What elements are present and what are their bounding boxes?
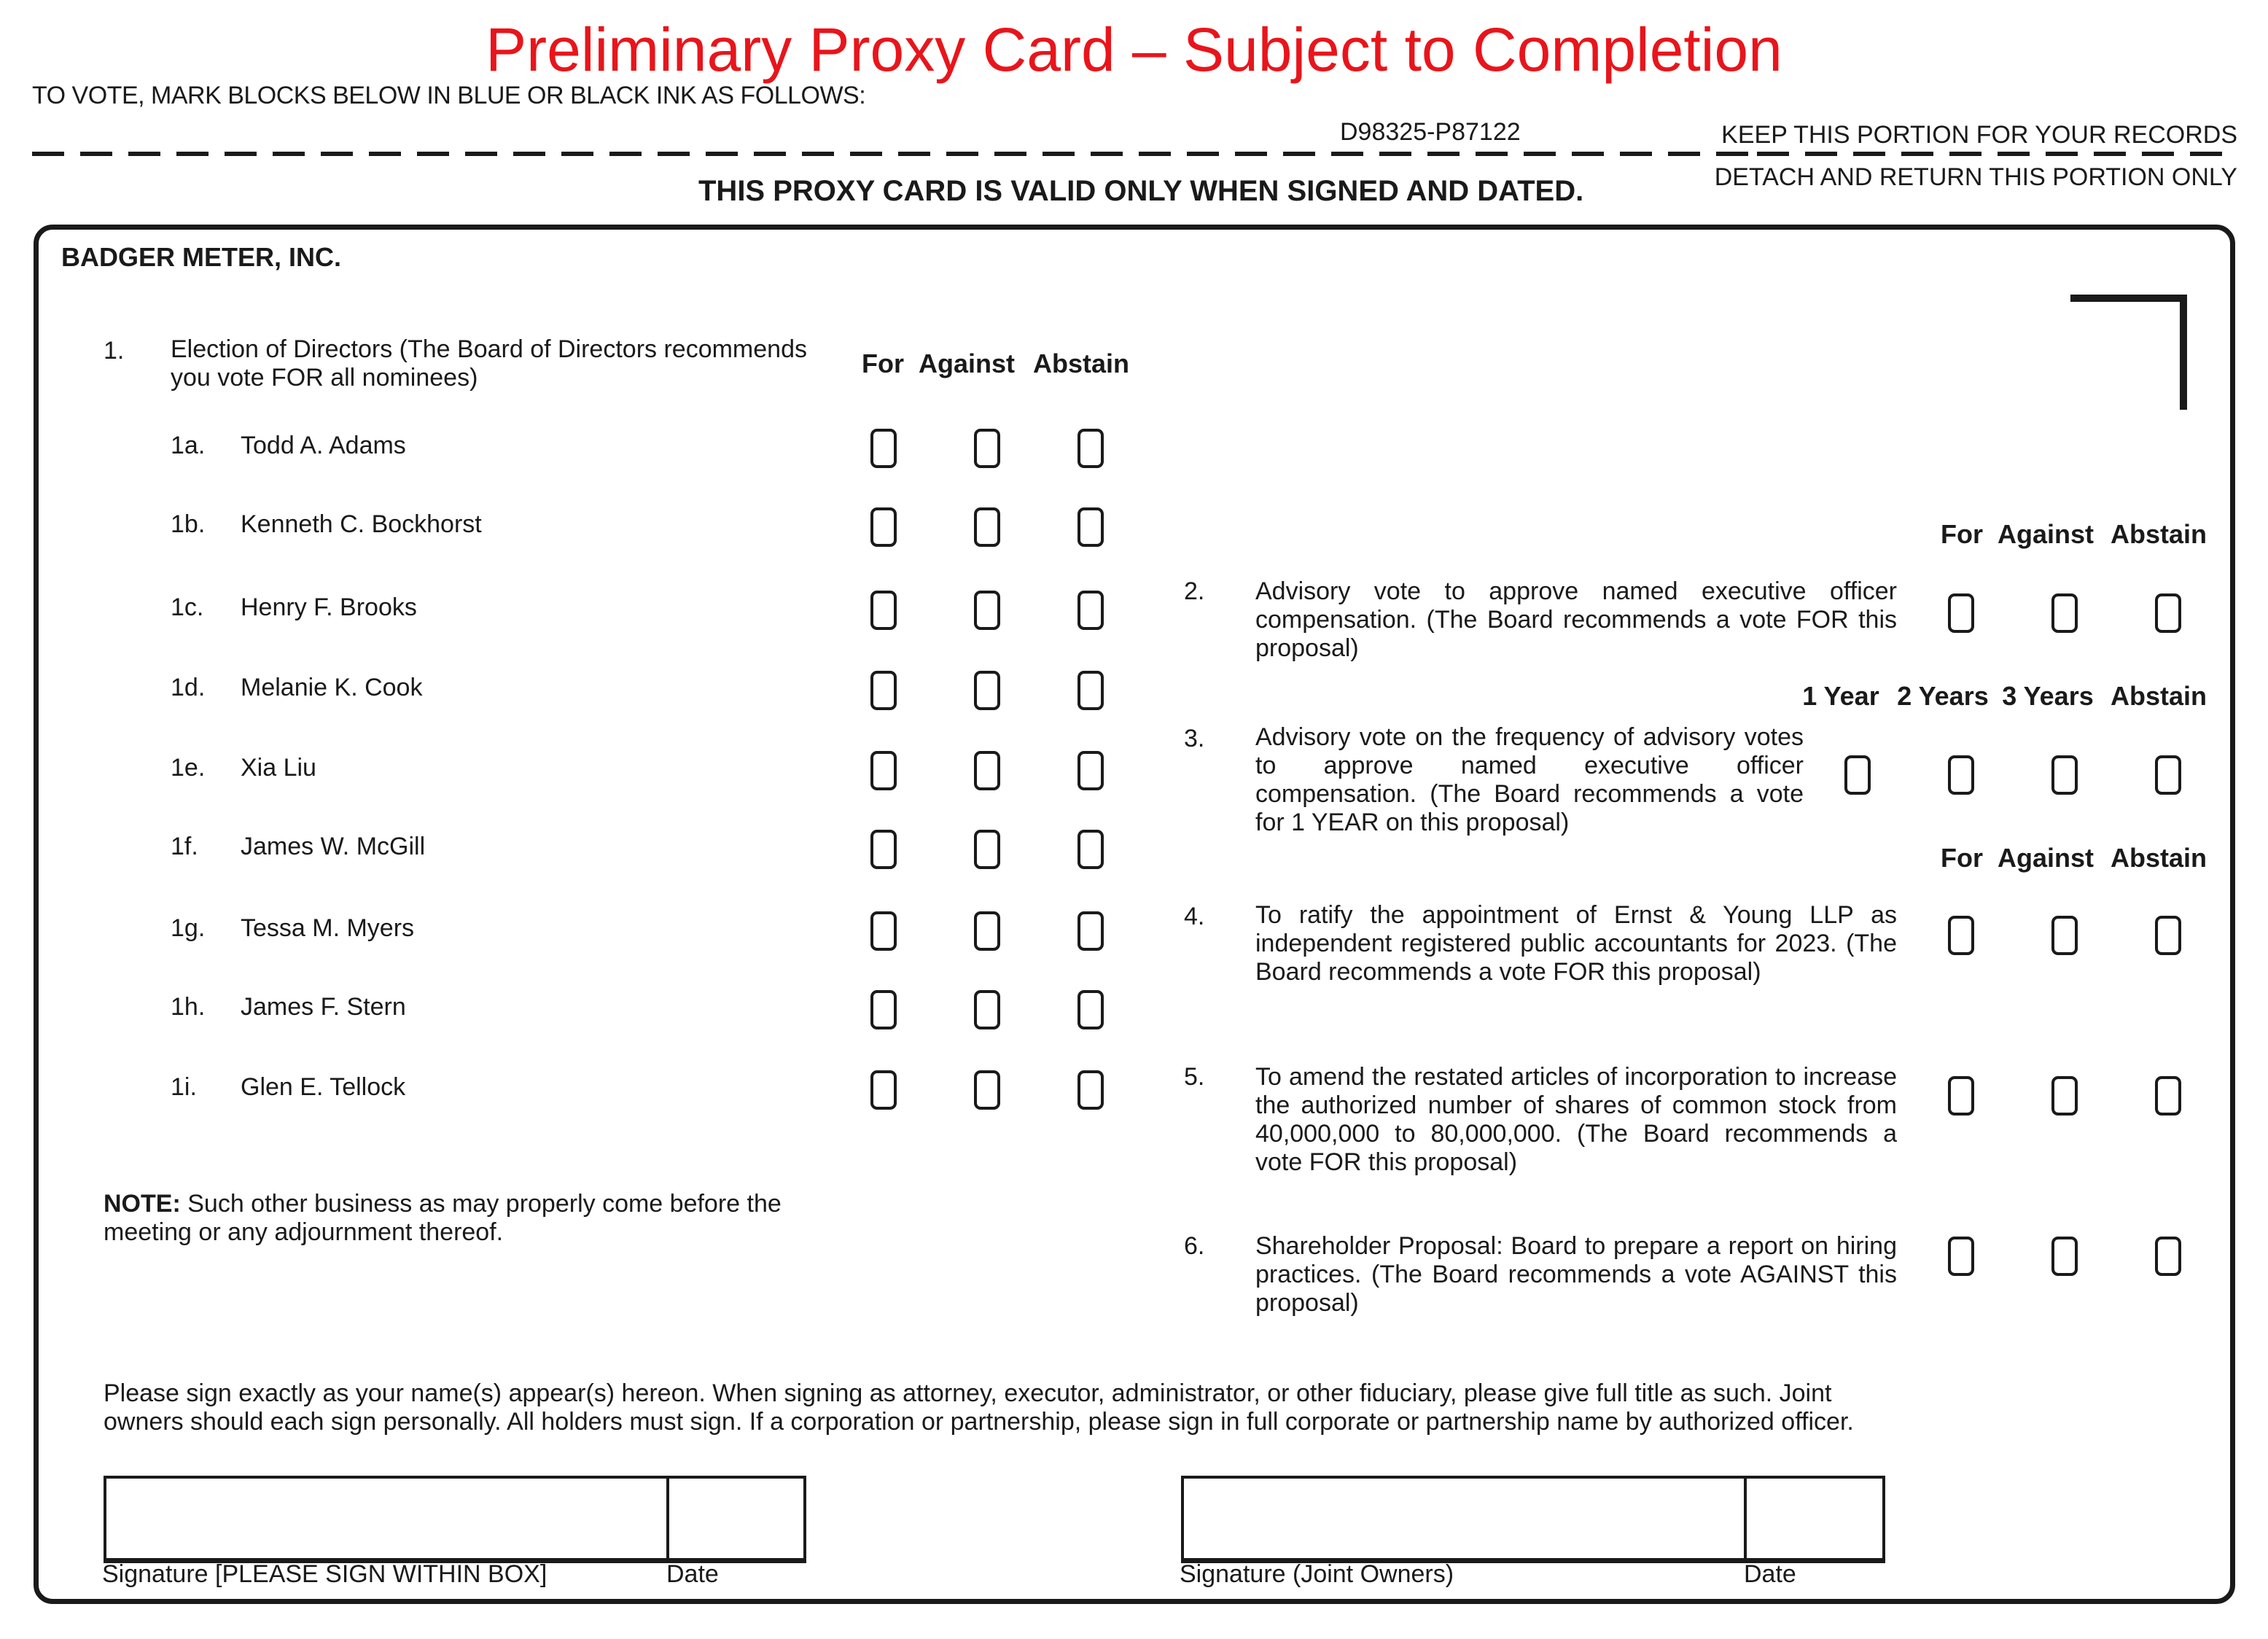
p3-header-1-year: 1 Year — [1802, 681, 1879, 711]
p3-header-2-years: 2 Years — [1897, 681, 1989, 711]
p4-header-against: Against — [1997, 843, 2094, 873]
p1-header-abstain: Abstain — [1032, 349, 1129, 378]
p6-for-checkbox[interactable] — [1948, 1237, 1974, 1276]
proposal-6-number: 6. — [1184, 1232, 1205, 1260]
proposal-1-text: Election of Directors (The Board of Directors recommends you vote FOR all nominees) — [171, 335, 807, 392]
nominee-xia-liu-against-checkbox[interactable] — [974, 751, 1000, 790]
proposal-4-text: To ratify the appointment of Ernst & Young LLP as independent registered public accountants for 2023. (The Board recommends a vote FOR this proposal) — [1255, 901, 1897, 986]
nominee-name-xia-liu: Xia Liu — [241, 754, 316, 782]
detach-line — [32, 152, 1753, 156]
validity-notice: THIS PROXY CARD IS VALID ONLY WHEN SIGNED AND DATED. — [698, 175, 1584, 207]
joint-date-divider — [1744, 1476, 1747, 1560]
joint-signature-box[interactable] — [1181, 1476, 1885, 1563]
nominee-glen-e-tellock-abstain-checkbox[interactable] — [1078, 1070, 1104, 1110]
nominee-name-henry-f-brooks: Henry F. Brooks — [241, 593, 417, 621]
nominee-xia-liu-for-checkbox[interactable] — [870, 751, 897, 790]
p5-against-checkbox[interactable] — [2051, 1076, 2078, 1116]
proposal-3-text: Advisory vote on the frequency of advisory votes to approve named executive officer compensation. (The Board recommends a vote for 1 YEAR on this proposal) — [1255, 723, 1804, 836]
nominee-glen-e-tellock-against-checkbox[interactable] — [974, 1070, 1000, 1110]
nominee-id: 1g. — [171, 914, 206, 942]
p4-for-checkbox[interactable] — [1948, 916, 1974, 955]
signature-label: Signature [PLEASE SIGN WITHIN BOX] — [102, 1560, 547, 1588]
p4-abstain-checkbox[interactable] — [2155, 916, 2181, 955]
detach-portion-label: DETACH AND RETURN THIS PORTION ONLY — [1714, 163, 2237, 191]
joint-signature-label: Signature (Joint Owners) — [1180, 1560, 1454, 1588]
signing-instructions: Please sign exactly as your name(s) appear(s) hereon. When signing as attorney, executor, administrator, or other fiduciary, please give full title as such. Joint owners should each sign personally. All holders must sign. If a corporation or partnership, please sign in full corporate or partnership name by authorized officer. — [104, 1379, 1854, 1436]
note-text: Such other business as may properly come before the meeting or any adjournment thereof. — [104, 1190, 782, 1246]
nominee-name-james-f-stern: James F. Stern — [241, 993, 406, 1021]
p1-header-against: Against — [918, 349, 1015, 378]
control-number: D98325-P87122 — [1340, 118, 1521, 146]
nominee-id: 1a. — [171, 432, 206, 459]
joint-date-label: Date — [1744, 1560, 1796, 1588]
nominee-james-w-mcgill-against-checkbox[interactable] — [974, 830, 1000, 869]
keep-portion-label: KEEP THIS PORTION FOR YOUR RECORDS — [1721, 121, 2237, 149]
p2-header-against: Against — [1997, 519, 2094, 549]
nominee-henry-f-brooks-abstain-checkbox[interactable] — [1078, 591, 1104, 630]
proposal-6-text: Shareholder Proposal: Board to prepare a report on hiring practices. (The Board recommends a vote AGAINST this proposal) — [1255, 1232, 1897, 1317]
p4-header-abstain: Abstain — [2110, 843, 2207, 873]
p3-1-year-checkbox[interactable] — [1844, 755, 1871, 795]
p3-2-years-checkbox[interactable] — [1948, 755, 1974, 795]
p2-against-checkbox[interactable] — [2051, 593, 2078, 633]
nominee-melanie-k-cook-abstain-checkbox[interactable] — [1078, 671, 1104, 710]
nominee-id: 1i. — [171, 1073, 197, 1101]
nominee-id: 1d. — [171, 674, 206, 701]
date-label: Date — [666, 1560, 719, 1588]
company-name: BADGER METER, INC. — [61, 242, 342, 272]
nominee-melanie-k-cook-for-checkbox[interactable] — [870, 671, 897, 710]
p2-abstain-checkbox[interactable] — [2155, 593, 2181, 633]
nominee-name-james-w-mcgill: James W. McGill — [241, 833, 426, 860]
registration-mark — [2070, 295, 2187, 302]
nominee-henry-f-brooks-for-checkbox[interactable] — [870, 591, 897, 630]
nominee-henry-f-brooks-against-checkbox[interactable] — [974, 591, 1000, 630]
registration-mark-vertical — [2180, 295, 2187, 410]
p2-header-for: For — [1941, 519, 1983, 549]
proposal-1-number: 1. — [104, 337, 125, 365]
p3-3-years-checkbox[interactable] — [2051, 755, 2078, 795]
nominee-james-f-stern-abstain-checkbox[interactable] — [1078, 990, 1104, 1029]
nominee-tessa-m-myers-against-checkbox[interactable] — [974, 911, 1000, 951]
p5-abstain-checkbox[interactable] — [2155, 1076, 2181, 1116]
proposal-2-number: 2. — [1184, 577, 1205, 605]
nominee-name-melanie-k-cook: Melanie K. Cook — [241, 674, 423, 701]
note-label: NOTE: — [104, 1190, 181, 1218]
nominee-name-tessa-m-myers: Tessa M. Myers — [241, 914, 415, 942]
nominee-todd-a-adams-against-checkbox[interactable] — [974, 429, 1000, 468]
nominee-xia-liu-abstain-checkbox[interactable] — [1078, 751, 1104, 790]
nominee-james-f-stern-for-checkbox[interactable] — [870, 990, 897, 1029]
p4-header-for: For — [1941, 843, 1983, 873]
p3-header-3-years: 3 Years — [2002, 681, 2094, 711]
nominee-todd-a-adams-for-checkbox[interactable] — [870, 429, 897, 468]
proposal-5-text: To amend the restated articles of incorporation to increase the authorized number of shares of common stock from 40,000,000 to 80,000,000. (The Board recommends a vote FOR this proposal) — [1255, 1063, 1897, 1176]
p3-header-abstain: Abstain — [2110, 681, 2207, 711]
p1-header-for: For — [862, 349, 904, 378]
nominee-name-kenneth-c-bockhorst: Kenneth C. Bockhorst — [241, 510, 482, 538]
proposal-3-number: 3. — [1184, 725, 1205, 752]
nominee-id: 1e. — [171, 754, 206, 782]
nominee-id: 1f. — [171, 833, 198, 860]
nominee-glen-e-tellock-for-checkbox[interactable] — [870, 1070, 897, 1110]
nominee-melanie-k-cook-against-checkbox[interactable] — [974, 671, 1000, 710]
nominee-name-todd-a-adams: Todd A. Adams — [241, 432, 406, 459]
note — [104, 1190, 818, 1247]
signature-box[interactable] — [104, 1476, 806, 1563]
nominee-james-w-mcgill-abstain-checkbox[interactable] — [1078, 830, 1104, 869]
nominee-name-glen-e-tellock: Glen E. Tellock — [241, 1073, 406, 1101]
preliminary-banner: Preliminary Proxy Card – Subject to Completion — [486, 15, 1782, 84]
nominee-kenneth-c-bockhorst-abstain-checkbox[interactable] — [1078, 507, 1104, 547]
p2-header-abstain: Abstain — [2110, 519, 2207, 549]
p6-against-checkbox[interactable] — [2051, 1237, 2078, 1276]
nominee-james-w-mcgill-for-checkbox[interactable] — [870, 830, 897, 869]
nominee-todd-a-adams-abstain-checkbox[interactable] — [1078, 429, 1104, 468]
nominee-james-f-stern-against-checkbox[interactable] — [974, 990, 1000, 1029]
p3-abstain-checkbox[interactable] — [2155, 755, 2181, 795]
nominee-tessa-m-myers-for-checkbox[interactable] — [870, 911, 897, 951]
nominee-kenneth-c-bockhorst-for-checkbox[interactable] — [870, 507, 897, 547]
p6-abstain-checkbox[interactable] — [2155, 1237, 2181, 1276]
nominee-kenneth-c-bockhorst-against-checkbox[interactable] — [974, 507, 1000, 547]
detach-line-right — [1757, 152, 2238, 156]
proposal-2-text: Advisory vote to approve named executive officer compensation. (The Board recommends a vote FOR this proposal) — [1255, 577, 1897, 662]
voting-instructions: TO VOTE, MARK BLOCKS BELOW IN BLUE OR BLACK INK AS FOLLOWS: — [32, 82, 866, 109]
p4-against-checkbox[interactable] — [2051, 916, 2078, 955]
signature-date-divider — [666, 1476, 669, 1560]
p5-for-checkbox[interactable] — [1948, 1076, 1974, 1116]
nominee-id: 1c. — [171, 593, 204, 621]
nominee-id: 1b. — [171, 510, 206, 538]
proposal-4-number: 4. — [1184, 903, 1205, 930]
nominee-tessa-m-myers-abstain-checkbox[interactable] — [1078, 911, 1104, 951]
nominee-id: 1h. — [171, 993, 206, 1021]
proposal-5-number: 5. — [1184, 1063, 1205, 1091]
p2-for-checkbox[interactable] — [1948, 593, 1974, 633]
